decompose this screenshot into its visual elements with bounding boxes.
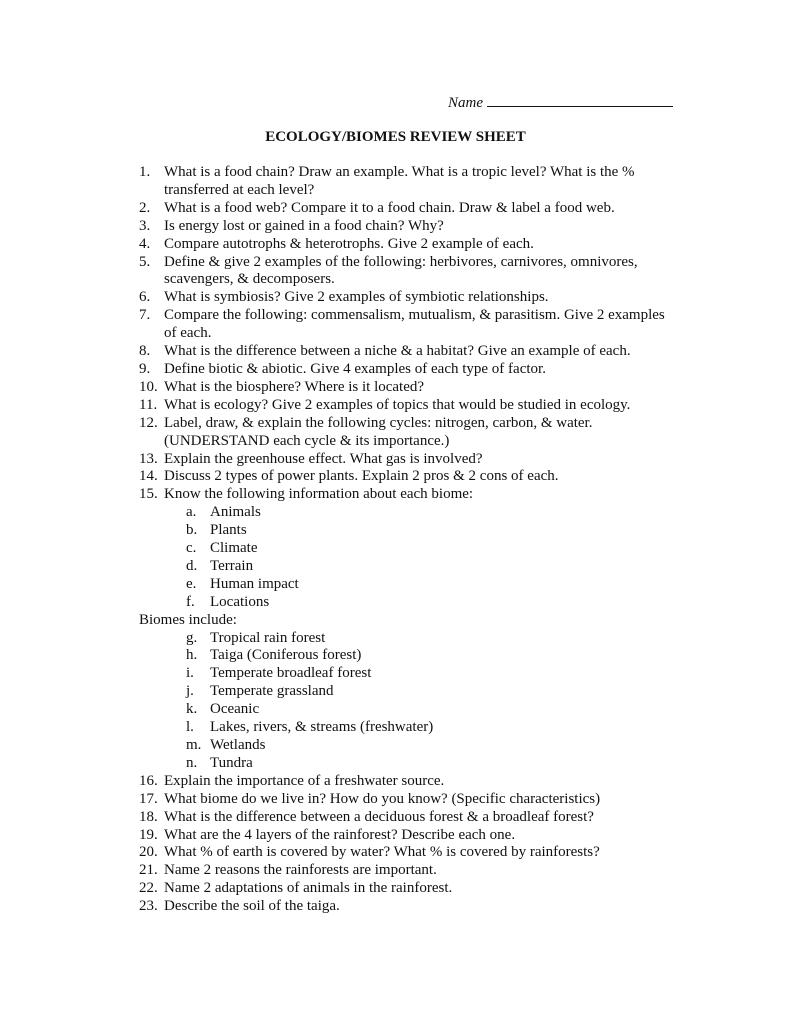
sub-item-text: Locations [210,593,270,610]
question-text: What % of earth is covered by water? What % is covered by rainforests? [164,844,600,861]
question-number: 20. [139,844,158,861]
question-item [139,379,679,397]
sub-item-text: Human impact [210,575,299,592]
question-number: 22. [139,880,158,897]
sub-item-text: Temperate grassland [210,683,334,700]
question-number: 5. [139,253,151,270]
sub-item-letter: a. [186,504,197,521]
sub-item-letter: h. [186,647,198,664]
question-item [139,451,679,469]
question-text: Define & give 2 examples of the following: herbivores, carnivores, omnivores, scavengers, & decomposers. [164,253,638,288]
question-text: Label, draw, & explain the following cycles: nitrogen, carbon, & water. (UNDERSTAND each cycle & its importance.) [164,414,593,449]
sub-item-text: Tundra [210,754,253,771]
question-item [139,397,679,415]
question-text: Compare the following: commensalism, mutualism, & parasitism. Give 2 examples of each. [164,307,665,342]
question-number: 10. [139,378,158,395]
question-text: What is a food chain? Draw an example. What is a tropic level? What is the % transferred at each level? [164,164,635,198]
question-item [139,200,679,218]
question-item [139,415,679,451]
question-number: 8. [139,343,151,360]
question-text: Define biotic & abiotic. Give 4 examples of each type of factor. [164,360,546,377]
question-number: 3. [139,217,151,234]
sub-item-letter: m. [186,737,202,753]
question-item [139,164,679,200]
sub-item-letter: d. [186,557,198,574]
name-blank-line [487,92,673,107]
question-number: 2. [139,199,151,216]
question-item [139,218,679,236]
sub-item [139,540,679,558]
question-text: Explain the greenhouse effect. What gas is involved? [164,450,483,467]
question-text: Discuss 2 types of power plants. Explain 2 pros & 2 cons of each. [164,468,559,485]
sub-item-text: Plants [210,522,247,539]
question-item [139,844,679,862]
name-field [448,92,673,112]
question-number: 17. [139,790,158,807]
question-text: What is the difference between a deciduous forest & a broadleaf forest? [164,808,594,825]
sub-item [139,594,679,612]
question-item [139,307,679,343]
question-number: 12. [139,414,158,431]
sub-item-letter: e. [186,575,197,592]
sub-item-letter: k. [186,701,198,718]
sub-item-text: Animals [210,504,261,521]
question-number: 11. [139,396,158,413]
sub-item [139,737,679,755]
sub-item-text: Terrain [210,557,254,574]
sub-item-text: Wetlands [210,737,266,753]
question-item [139,898,679,916]
question-text: Is energy lost or gained in a food chain? Why? [164,217,444,234]
question-number: 9. [139,360,151,377]
question-item [139,791,679,809]
question-item [139,468,679,486]
question-list [139,164,679,916]
question-item [139,361,679,379]
questions-part-a [139,164,679,504]
question-number: 14. [139,468,158,485]
sub-item-letter: l. [186,719,194,736]
question-item [139,773,679,791]
question-text: What is a food web? Compare it to a food chain. Draw & label a food web. [164,199,615,216]
sub-item-letter: f. [186,593,195,610]
question-number: 4. [139,235,151,252]
question-text: What biome do we live in? How do you know? (Specific characteristics) [164,790,601,807]
question-number: 19. [139,826,158,843]
question-text: Describe the soil of the taiga. [164,898,340,915]
sub-item [139,683,679,701]
question-text: What are the 4 layers of the rainforest? Describe each one. [164,826,516,843]
question-number: 18. [139,808,158,825]
sub-item [139,701,679,719]
sub-item-text: Tropical rain forest [210,629,326,646]
question-text: Name 2 reasons the rainforests are important. [164,862,437,879]
sub-item [139,504,679,522]
name-label: Name [448,95,483,111]
sub-item [139,522,679,540]
sub-item-letter: g. [186,629,198,646]
question-item [139,880,679,898]
sub-item [139,755,679,773]
biome-info-list [139,504,679,611]
question-text: Compare autotrophs & heterotrophs. Give 2 example of each. [164,235,534,252]
question-item [139,254,679,290]
sub-item-letter: j. [186,683,194,700]
question-item [139,486,679,504]
question-item [139,862,679,880]
question-number: 16. [139,772,158,789]
question-text: What is symbiosis? Give 2 examples of symbiotic relationships. [164,289,549,306]
biomes-heading: Biomes include: [139,611,237,628]
question-text: Explain the importance of a freshwater source. [164,772,445,789]
sub-item-text: Climate [210,540,258,557]
sub-item-text: Lakes, rivers, & streams (freshwater) [210,719,434,736]
question-number: 15. [139,486,158,503]
sub-item [139,576,679,594]
question-number: 13. [139,450,158,467]
question-item [139,827,679,845]
question-number: 1. [139,164,151,180]
question-number: 21. [139,862,158,879]
sub-item-letter: i. [186,665,194,682]
sub-item-text: Taiga (Coniferous forest) [210,647,362,664]
question-item [139,343,679,361]
page-title: ECOLOGY/BIOMES REVIEW SHEET [265,129,526,145]
sub-item-text: Oceanic [210,701,260,718]
sub-item [139,558,679,576]
sub-item [139,630,679,648]
question-item [139,809,679,827]
sub-item [139,647,679,665]
question-text: What is ecology? Give 2 examples of topics that would be studied in ecology. [164,396,631,413]
questions-part-b [139,773,679,916]
sub-item-letter: b. [186,522,198,539]
question-text: What is the difference between a niche & a habitat? Give an example of each. [164,343,631,360]
question-item [139,289,679,307]
question-number: 7. [139,307,151,324]
question-item [139,236,679,254]
sub-item [139,665,679,683]
sub-item-text: Temperate broadleaf forest [210,665,372,682]
sub-item [139,719,679,737]
question-text: Know the following information about each biome: [164,486,474,503]
sub-item-letter: c. [186,540,197,557]
question-number: 23. [139,898,158,915]
sub-item-letter: n. [186,754,198,771]
question-text: Name 2 adaptations of animals in the rainforest. [164,880,453,897]
question-text: What is the biosphere? Where is it located? [164,378,425,395]
biome-list [139,630,679,773]
question-number: 6. [139,289,151,306]
